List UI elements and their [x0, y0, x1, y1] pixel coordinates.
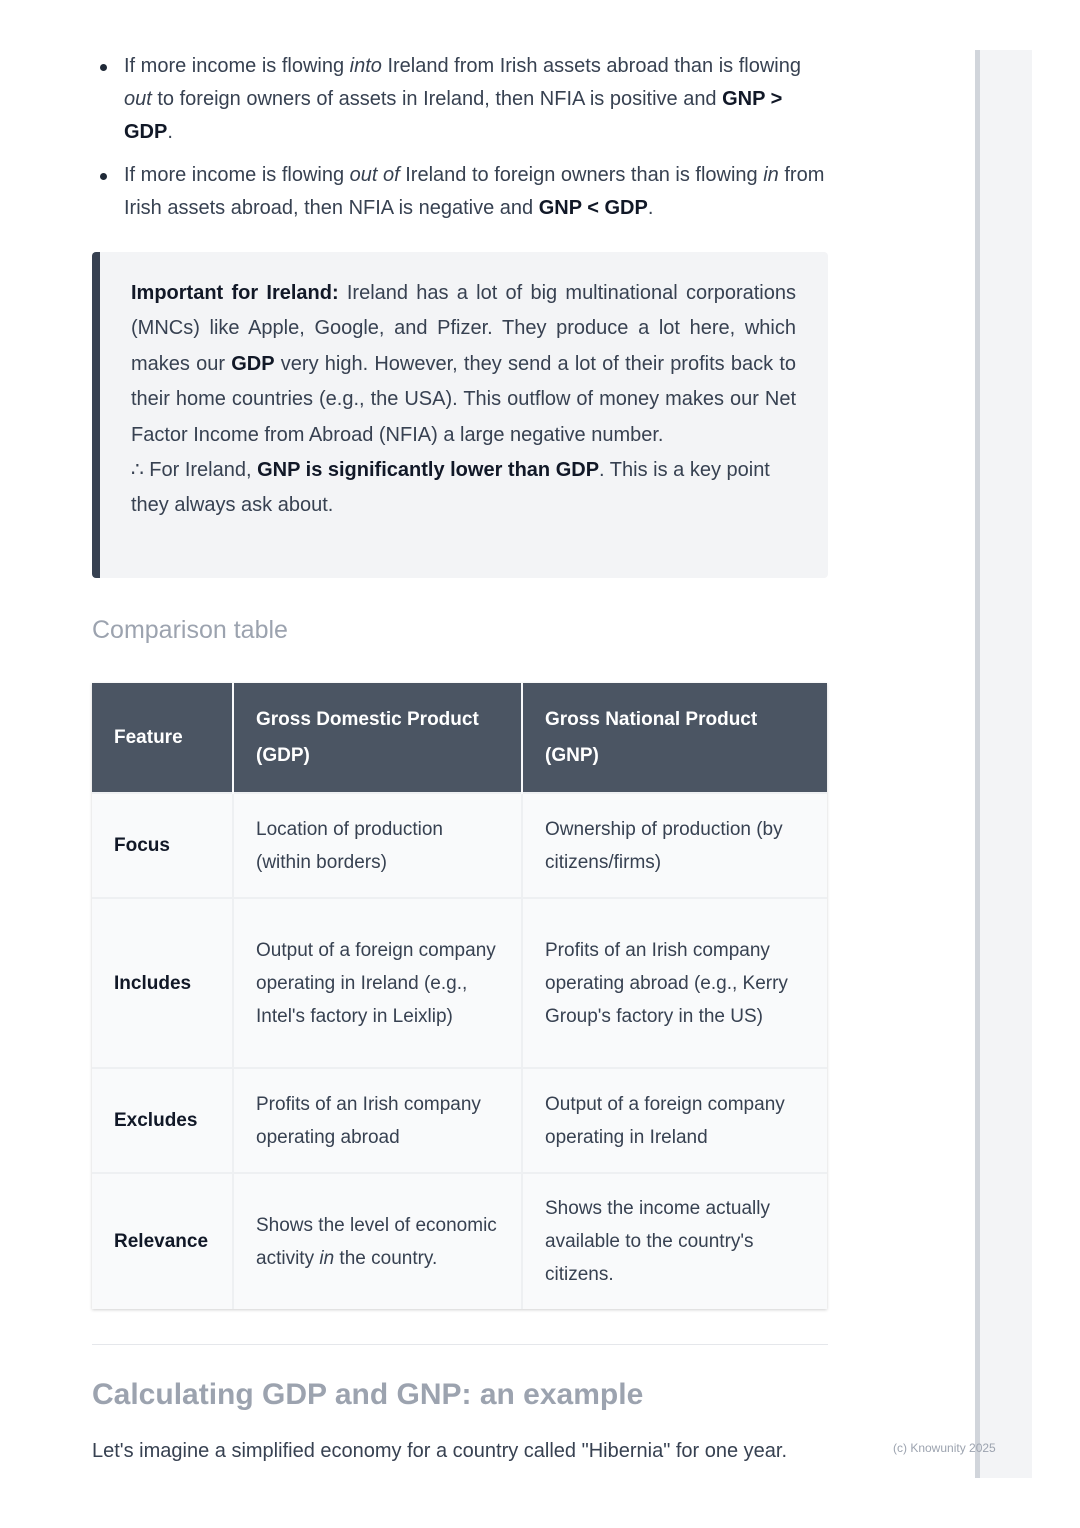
example-intro: Let's imagine a simplified economy for a country called "Hibernia" for one year. — [92, 1440, 788, 1462]
callout-text: . This is a key point they always ask about. — [131, 459, 770, 517]
bullet-text: Ireland from Irish assets abroad than is flowing — [381, 55, 801, 77]
callout-strong: GNP is significantly lower than GDP — [257, 459, 600, 482]
gnp-cell: Output of a foreign company operating in Ireland — [522, 1068, 827, 1173]
callout-text: ∴ For Ireland, — [131, 459, 258, 482]
feature-cell: Relevance — [92, 1173, 233, 1309]
bullet-list — [92, 50, 828, 235]
column-header: Gross National Product (GNP) — [522, 683, 827, 793]
copyright-footer: (c) Knowunity 2025 — [893, 1441, 996, 1455]
cell-emphasis: in — [319, 1247, 335, 1269]
table-row — [92, 898, 827, 1068]
column-header: Feature — [92, 683, 233, 793]
table-row — [92, 793, 827, 898]
gdp-cell — [233, 1173, 522, 1309]
bullet-text: to foreign owners of assets in Ireland, then NFIA is positive and — [151, 88, 723, 110]
gnp-cell: Ownership of production (by citizens/firms) — [522, 793, 827, 898]
table-row — [92, 1173, 827, 1309]
bullet-dot-icon — [100, 64, 107, 71]
gdp-cell: Location of production (within borders) — [233, 793, 522, 898]
bullet-text: Ireland to foreign owners than is flowing — [399, 164, 764, 186]
bullet-emphasis: out of — [349, 164, 400, 186]
comparison-table — [92, 683, 827, 1309]
feature-cell: Includes — [92, 898, 233, 1068]
cell-text: Shows the level of economic activity — [256, 1214, 497, 1269]
gnp-cell: Shows the income actually available to the country's citizens. — [522, 1173, 827, 1309]
page-sidebar — [975, 50, 1032, 1478]
gnp-cell: Profits of an Irish company operating abroad (e.g., Kerry Group's factory in the US) — [522, 898, 827, 1068]
feature-cell: Focus — [92, 793, 233, 898]
bullet-text: from Irish assets abroad, then NFIA is negative and — [124, 164, 825, 219]
bullet-emphasis: in — [763, 164, 779, 186]
list-item — [92, 159, 828, 225]
callout-text: very high. However, they send a lot of their profits back to their home countries (e.g., the USA). This outflow of money makes our Net Factor Income from Abroad (NFIA) a large negative number. — [131, 352, 796, 446]
important-callout — [92, 252, 828, 578]
bullet-emphasis: out — [124, 88, 152, 110]
gdp-cell: Output of a foreign company operating in Ireland (e.g., Intel's factory in Leixlip) — [233, 898, 522, 1068]
table-header-row — [92, 683, 827, 793]
list-item — [92, 50, 828, 149]
comparison-heading: Comparison table — [92, 616, 288, 644]
callout-title: Important for Ireland: — [131, 282, 339, 304]
bullet-strong: GNP > GDP — [124, 88, 783, 143]
bullet-text: If more income is flowing — [124, 164, 350, 186]
bullet-text: If more income is flowing — [124, 55, 350, 77]
callout-conclusion — [131, 453, 796, 524]
bullet-dot-icon — [100, 173, 107, 180]
bullet-strong: GNP < GDP — [538, 197, 648, 219]
cell-text: the country. — [334, 1247, 438, 1269]
table-row — [92, 1068, 827, 1173]
bullet-emphasis: into — [349, 55, 382, 77]
section-divider — [92, 1344, 828, 1345]
callout-strong: GDP — [231, 352, 275, 375]
bullet-text: . — [167, 121, 173, 143]
example-heading: Calculating GDP and GNP: an example — [92, 1378, 644, 1411]
feature-cell: Excludes — [92, 1068, 233, 1173]
gdp-cell: Profits of an Irish company operating abroad — [233, 1068, 522, 1173]
callout-paragraph — [131, 276, 796, 453]
column-header: Gross Domestic Product (GDP) — [233, 683, 522, 793]
callout-text: Ireland has a lot of big multinational corporations (MNCs) like Apple, Google, and Pfizer. They produce a lot here, which makes our — [131, 282, 796, 375]
bullet-text: . — [647, 197, 654, 219]
